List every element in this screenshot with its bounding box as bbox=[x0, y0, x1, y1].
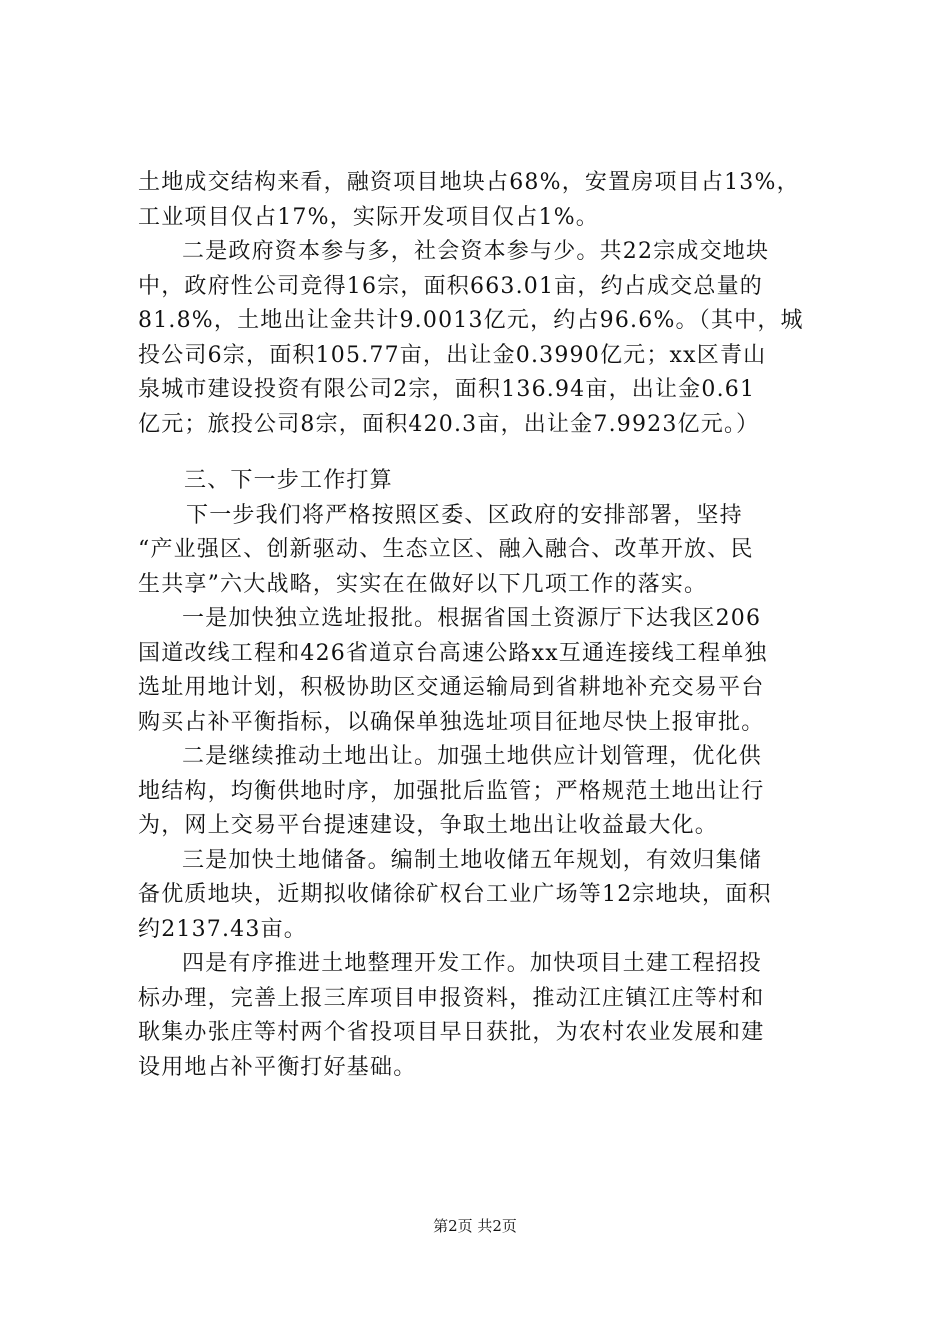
text-line: 耿集办张庄等村两个省投项目早日获批，为农村农业发展和建 bbox=[138, 1020, 765, 1045]
text-line: 一是加快独立选址报批。根据省国土资源厅下达我区206 bbox=[182, 606, 762, 631]
paragraph bbox=[138, 235, 838, 442]
paragraph bbox=[138, 740, 838, 844]
text-line: 选址用地计划，积极协助区交通运输局到省耕地补充交易平台 bbox=[138, 675, 765, 700]
text-line: 中，政府性公司竞得16宗，面积663.01亩，约占成交总量的 bbox=[138, 273, 763, 299]
document-body bbox=[138, 166, 838, 1085]
text-line: 二是政府资本参与多，社会资本参与少。共22宗成交地块 bbox=[182, 239, 770, 264]
text-line: 为，网上交易平台提速建设，争取土地出让收益最大化。 bbox=[138, 813, 719, 838]
text-line: 泉城市建设投资有限公司2宗，面积136.94亩，出让金0.61 bbox=[138, 377, 756, 402]
paragraph-spacer bbox=[138, 442, 838, 464]
paragraph bbox=[138, 166, 838, 235]
paragraph bbox=[138, 602, 838, 740]
text-line: 81.8%，土地出让金共计9.0013亿元，约占96.6%。（其中，城 bbox=[138, 308, 804, 333]
paragraph bbox=[138, 844, 838, 948]
text-line: 备优质地块，近期拟收储徐矿权台工业广场等12宗地块，面积 bbox=[138, 882, 772, 907]
text-line: 工业项目仅占17%，实际开发项目仅占1%。 bbox=[138, 204, 600, 230]
text-line: 土地成交结构来看，融资项目地块占68%，安置房项目占13%， bbox=[138, 170, 800, 195]
paragraph bbox=[138, 947, 838, 1085]
text-line: 购买占补平衡指标，以确保单独选址项目征地尽快上报审批。 bbox=[138, 709, 765, 735]
text-line: 四是有序推进土地整理开发工作。加快项目土建工程招投 bbox=[182, 951, 763, 976]
text-line: “产业强区、创新驱动、生态立区、融入融合、改革开放、民 bbox=[138, 537, 754, 562]
text-line: 设用地占补平衡打好基础。 bbox=[138, 1054, 417, 1080]
text-line: 二是继续推动土地出让。加强土地供应计划管理，优化供 bbox=[182, 744, 763, 769]
text-line: 生共享”六大战略，实实在在做好以下几项工作的落实。 bbox=[138, 571, 708, 597]
text-line: 标办理，完善上报三库项目申报资料，推动江庄镇江庄等村和 bbox=[138, 985, 765, 1011]
text-line: 地结构，均衡供地时序，加强批后监管；严格规范土地出让行 bbox=[138, 778, 765, 804]
text-line: 国道改线工程和426省道京台高速公路xx互通连接线工程单独 bbox=[138, 640, 768, 666]
page-number-footer: 第2页 共2页 bbox=[433, 1217, 517, 1235]
paragraph bbox=[138, 499, 838, 603]
text-line: 投公司6宗，面积105.77亩，出让金0.3990亿元；xx区青山 bbox=[138, 342, 767, 368]
text-line: 亿元；旅投公司8宗，面积420.3亩，出让金7.9923亿元。） bbox=[138, 411, 760, 437]
text-line: 下一步我们将严格按照区委、区政府的安排部署，坚持 bbox=[186, 502, 743, 528]
section-heading: 三、下一步工作打算 bbox=[184, 468, 393, 493]
text-line: 三是加快土地储备。编制土地收储五年规划，有效归集储 bbox=[182, 847, 763, 873]
text-line: 约2137.43亩。 bbox=[138, 916, 307, 942]
